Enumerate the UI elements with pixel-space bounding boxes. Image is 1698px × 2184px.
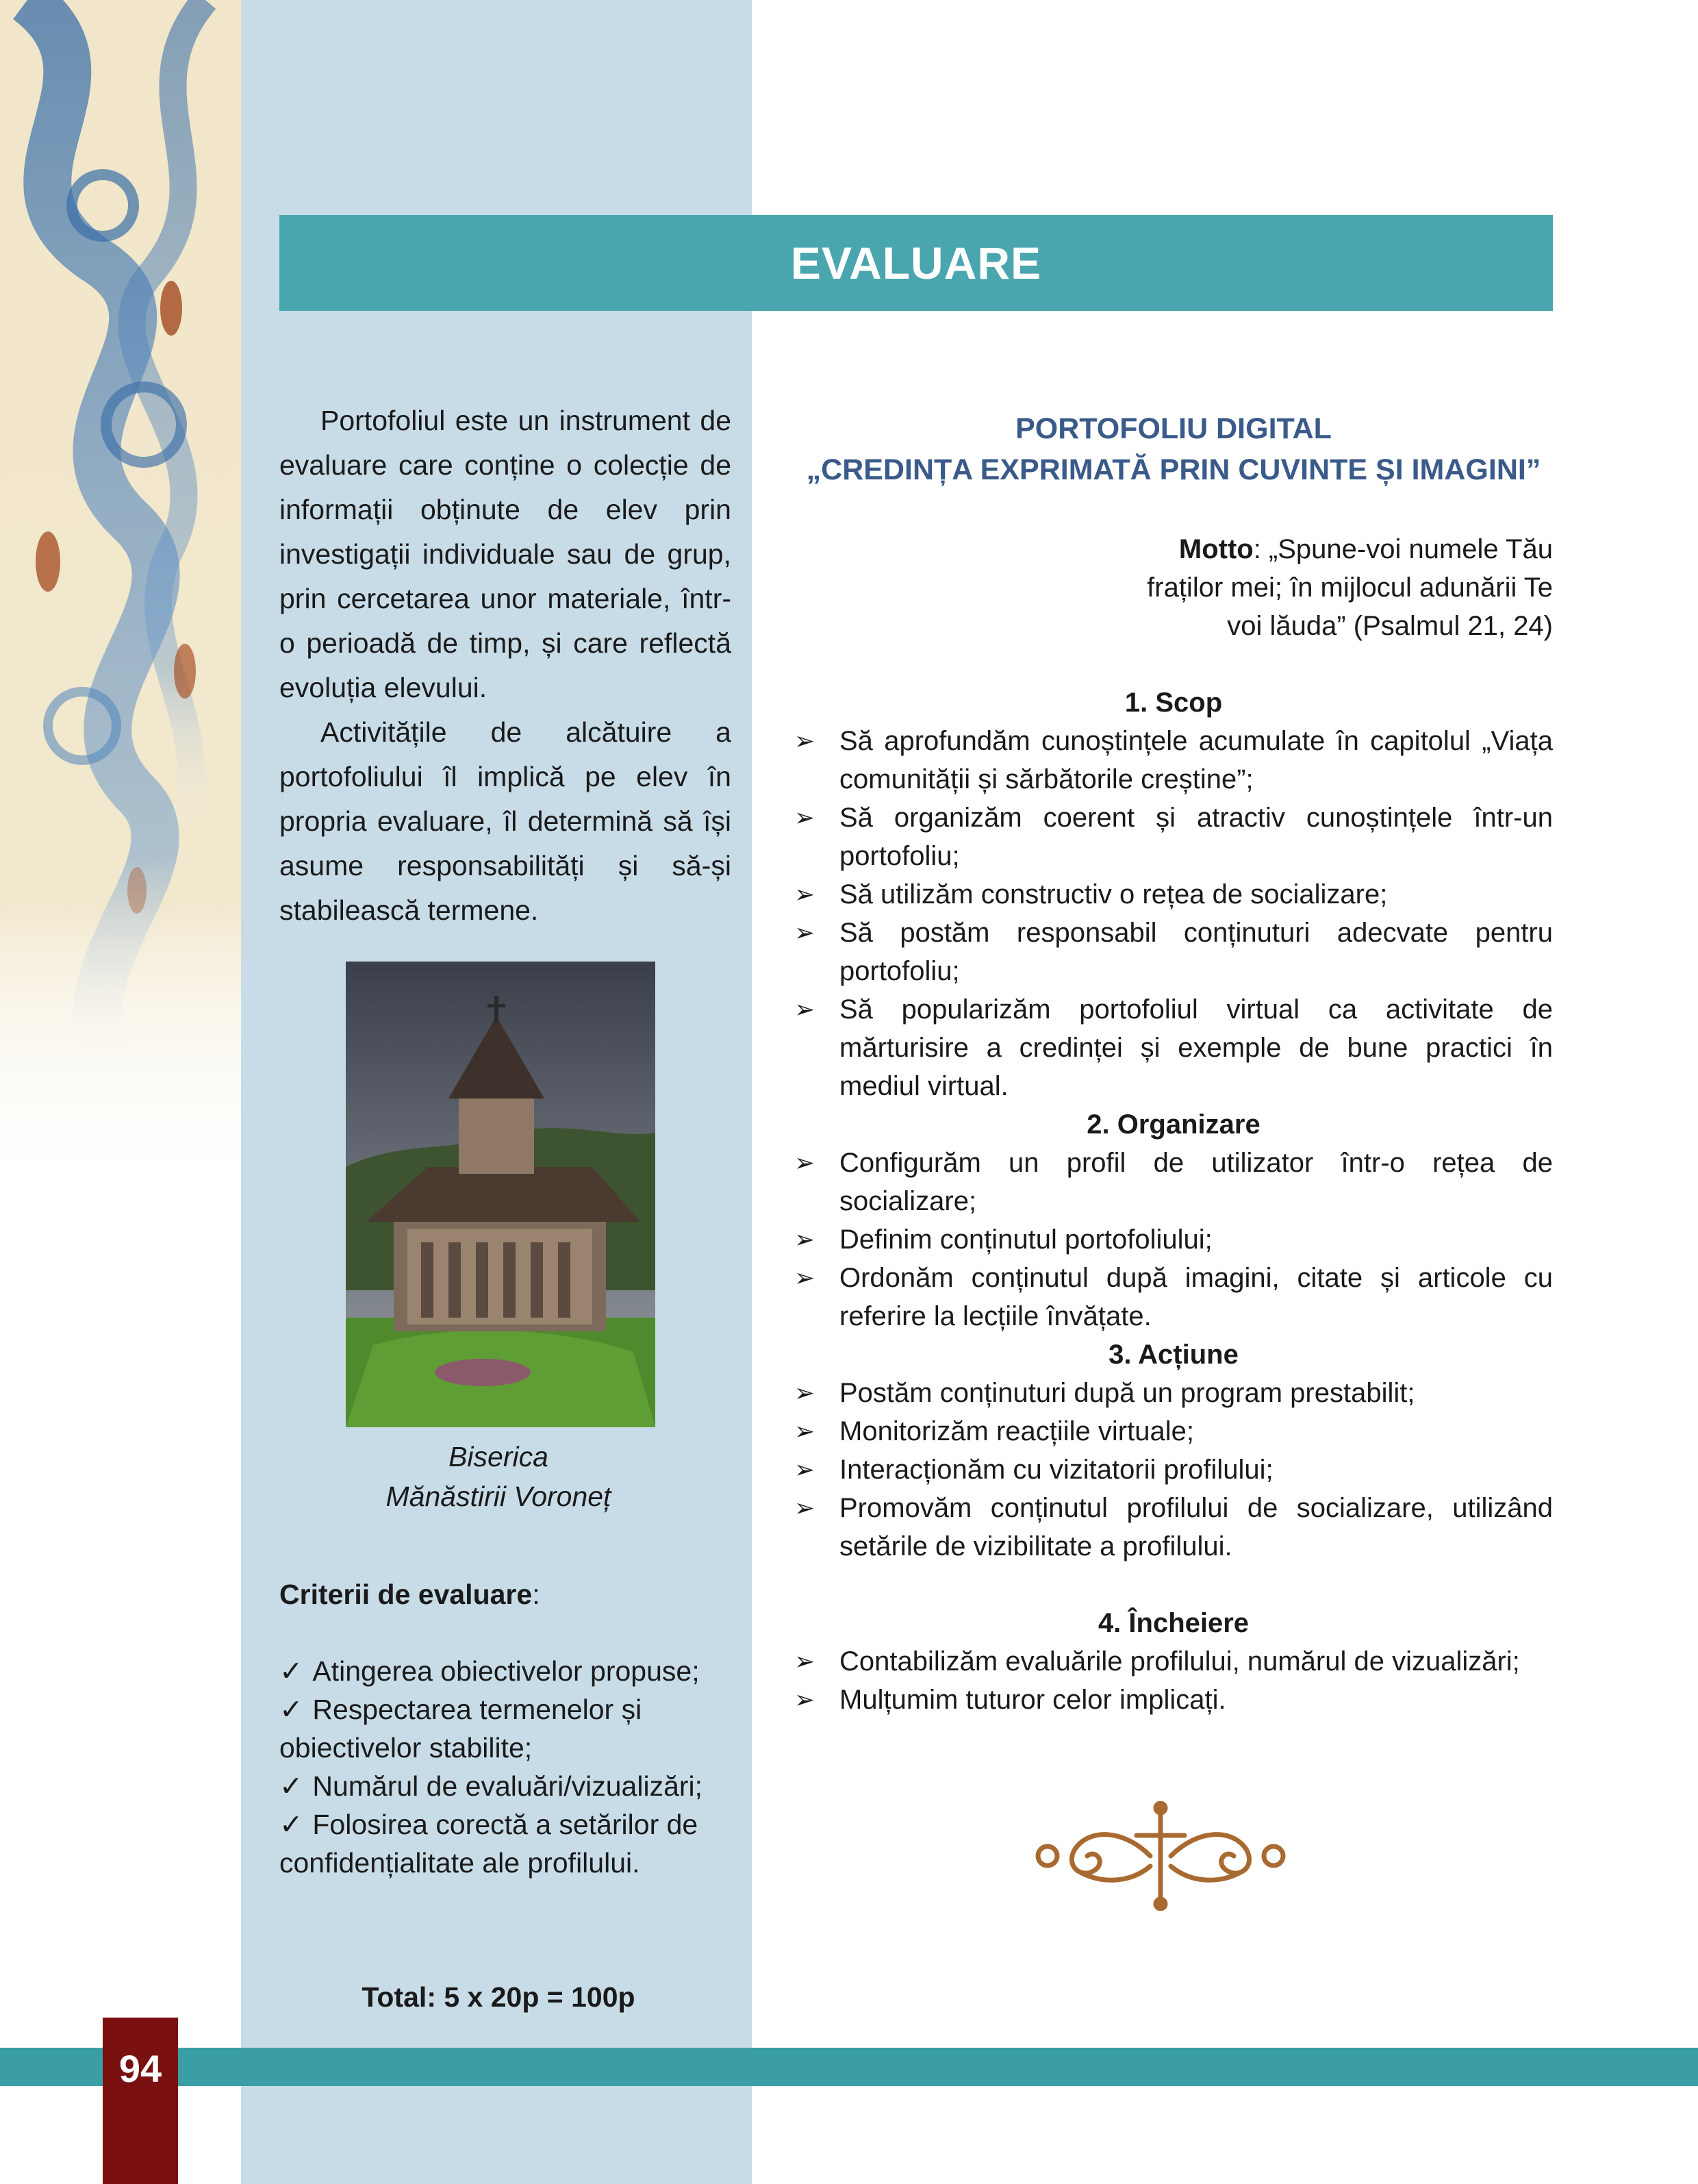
- list-item: [794, 1259, 1553, 1335]
- criteria-item-text: Numărul de evaluări/vizualizări;: [312, 1770, 703, 1802]
- right-column: [794, 408, 1553, 1719]
- footer-band: [0, 2048, 1698, 2086]
- motto-line: voi lăuda” (Psalmul 21, 24): [1227, 611, 1553, 641]
- criteria-heading: [279, 1575, 731, 1614]
- list-item-text: Promovăm conținutul profilului de socializare, utilizând setările de vizibilitate a profilului.: [839, 1493, 1553, 1561]
- list-item-text: Monitorizăm reacțiile virtuale;: [839, 1416, 1194, 1446]
- criteria-item-text: Atingerea obiectivelor propuse;: [312, 1655, 700, 1687]
- arrow-bullet-icon: ➢: [794, 1647, 815, 1675]
- list-item-text: Să utilizăm constructiv o rețea de socializare;: [839, 879, 1388, 909]
- arrow-bullet-icon: ➢: [794, 1264, 815, 1292]
- list-item: [794, 875, 1553, 914]
- arrow-bullet-icon: ➢: [794, 727, 815, 755]
- cross-flourish-icon: [1027, 1801, 1294, 1911]
- list-item: [794, 799, 1553, 875]
- arrow-bullet-icon: ➢: [794, 995, 815, 1023]
- check-icon: ✓: [279, 1809, 303, 1840]
- criteria-heading-colon: :: [532, 1579, 540, 1610]
- list-item-text: Să organizăm coerent și atractiv cunoștințele într-un portofoliu;: [839, 803, 1553, 871]
- intro-text: [279, 399, 731, 933]
- section-title-actiune: 3. Acțiune: [1108, 1340, 1239, 1370]
- list-item-text: Să aprofundăm cunoștințele acumulate în capitolul „Viața comunității și sărbătorile creștine”;: [839, 726, 1553, 794]
- section-title-organizare: 2. Organizare: [1087, 1109, 1260, 1140]
- list-item: [794, 1451, 1553, 1489]
- list-item: [794, 1374, 1553, 1412]
- list-item: [794, 1220, 1553, 1259]
- monastery-photo: [346, 962, 655, 1427]
- check-icon: ✓: [279, 1770, 303, 1802]
- list-item: [794, 1144, 1553, 1220]
- section-list: [794, 722, 1553, 1105]
- criteria-item-text: Folosirea corectă a setărilor de confidențialitate ale profilului.: [279, 1809, 698, 1879]
- decorative-ornament-strip: [0, 0, 241, 1205]
- motto-label: Motto: [1178, 534, 1254, 564]
- caption-line: Mănăstirii Voroneț: [385, 1481, 611, 1512]
- check-icon: ✓: [279, 1655, 303, 1687]
- list-item: [794, 1489, 1553, 1566]
- motto: [794, 530, 1553, 645]
- arrow-bullet-icon: ➢: [794, 1379, 815, 1407]
- list-item: [794, 1642, 1553, 1681]
- arrow-bullet-icon: ➢: [794, 803, 815, 831]
- check-icon: ✓: [279, 1694, 303, 1725]
- portfolio-title: PORTOFOLIU DIGITAL: [1015, 412, 1332, 445]
- evaluation-criteria: [279, 1575, 731, 1882]
- arrow-bullet-icon: ➢: [794, 1455, 815, 1483]
- list-item-text: Mulțumim tuturor celor implicați.: [839, 1685, 1226, 1715]
- arrow-bullet-icon: ➢: [794, 1685, 815, 1714]
- list-item-text: Să postăm responsabil conținuturi adecvate pentru portofoliu;: [839, 918, 1553, 986]
- criteria-item: [279, 1690, 731, 1767]
- photo-caption: [279, 1437, 718, 1516]
- list-item-text: Ordonăm conținutul după imagini, citate și articole cu referire la lecțiile învățate.: [839, 1263, 1553, 1331]
- list-item-text: Să popularizăm portofoliul virtual ca activitate de mărturisire a credinței și exemple de bune practici în mediul virtual.: [839, 994, 1553, 1101]
- page-number-box: [103, 2018, 178, 2184]
- list-item-text: Contabilizăm evaluările profilului, numărul de vizualizări;: [839, 1646, 1520, 1677]
- portfolio-subtitle: „CREDINȚA EXPRIMATĂ PRIN CUVINTE ȘI IMAGINI”: [806, 453, 1541, 486]
- arrow-bullet-icon: ➢: [794, 1149, 815, 1177]
- list-item-text: Postăm conținuturi după un program prestabilit;: [839, 1378, 1415, 1408]
- intro-paragraph: Portofoliul este un instrument de evaluare care conține o colecție de informații obținute de elev prin investigații individuale sau de grup, prin cercetarea unor materiale, într-o perioadă de timp, și care reflectă evoluția elevului.: [279, 405, 731, 703]
- intro-paragraph: Activitățile de alcătuire a portofoliului îl implică pe elev în propria evaluare, îl determină să își asume responsabilități și să-și stabilească termene.: [279, 716, 731, 926]
- criteria-item: [279, 1652, 731, 1690]
- criteria-item-text: Respectarea termenelor și obiectivelor stabilite;: [279, 1694, 642, 1763]
- list-item: [794, 722, 1553, 799]
- list-item-text: Configurăm un profil de utilizator într-o rețea de socializare;: [839, 1148, 1553, 1216]
- page-number: 94: [118, 2047, 162, 2090]
- arrow-bullet-icon: ➢: [794, 1225, 815, 1253]
- arrow-bullet-icon: ➢: [794, 918, 815, 946]
- motto-line: : „Spune-voi numele Tău: [1253, 534, 1553, 564]
- section-list: [794, 1642, 1553, 1719]
- arrow-bullet-icon: ➢: [794, 880, 815, 908]
- motto-line: fraților mei; în mijlocul adunării Te: [1147, 573, 1553, 603]
- section-title-incheiere: 4. Încheiere: [1098, 1608, 1250, 1638]
- total-score: Total: 5 x 20p = 100p: [362, 1981, 635, 2013]
- criteria-heading-text: Criterii de evaluare: [279, 1579, 533, 1610]
- list-item: [794, 914, 1553, 990]
- criteria-item: [279, 1767, 731, 1805]
- list-item-text: Definim conținutul portofoliului;: [839, 1225, 1213, 1255]
- title-bar: [279, 215, 1553, 311]
- page-title: EVALUARE: [790, 238, 1042, 288]
- list-item: [794, 990, 1553, 1105]
- arrow-bullet-icon: ➢: [794, 1494, 815, 1522]
- section-list: [794, 1374, 1553, 1566]
- list-item: [794, 1412, 1553, 1451]
- list-item-text: Interacționăm cu vizitatorii profilului;: [839, 1455, 1274, 1485]
- section-list: [794, 1144, 1553, 1335]
- list-item: [794, 1681, 1553, 1719]
- section-title-scop: 1. Scop: [1124, 688, 1223, 718]
- criteria-item: [279, 1805, 731, 1882]
- arrow-bullet-icon: ➢: [794, 1417, 815, 1445]
- caption-line: Biserica: [448, 1441, 548, 1472]
